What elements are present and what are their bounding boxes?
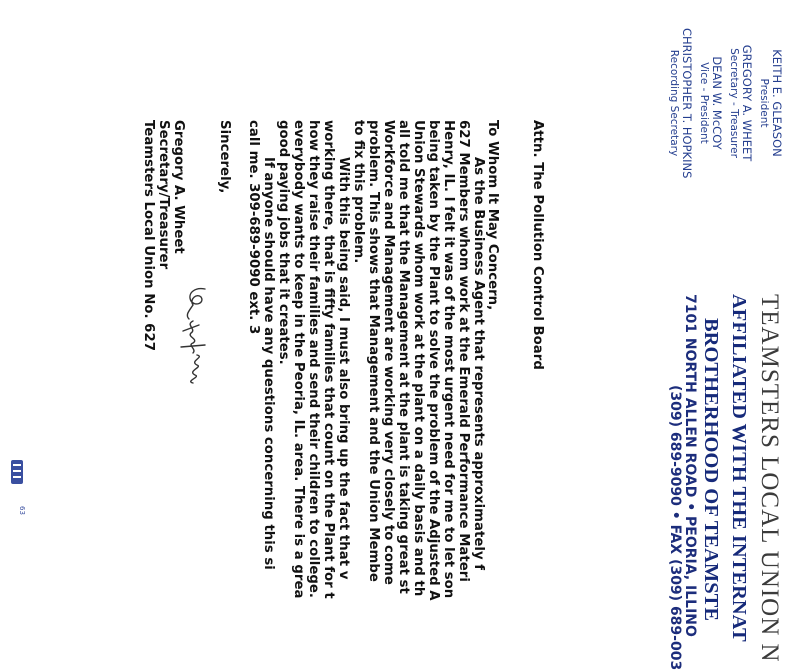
- body-line: good paying jobs that it creates.: [276, 120, 291, 365]
- closing: Sincerely,: [217, 120, 232, 194]
- attention-line: Attn. The Pollution Control Board: [530, 120, 545, 370]
- body-line: With this being said, I must also bring up the fact that v: [336, 157, 351, 580]
- letterhead-phone: (309) 689-9090 • FAX (309) 689-003: [667, 385, 683, 670]
- body-line: all told me that the Management at the plant is taking great st: [396, 120, 411, 594]
- body-line: If anyone should have any questions concerning this si: [261, 157, 276, 570]
- signer-organization: Teamsters Local Union No. 627: [141, 120, 156, 351]
- body-line: 627 Members whom work at the Emerald Performance Materi: [456, 120, 471, 582]
- signer-title: Secretary/Treasurer: [156, 120, 171, 270]
- body-line: As the Business Agent that represents approximately f: [471, 157, 486, 571]
- officer-role: President: [758, 78, 770, 128]
- officer-role: Secretary - Treasurer: [728, 48, 740, 158]
- letterhead-title: TEAMSTERS LOCAL UNION N: [756, 294, 783, 663]
- letterhead-affiliation: AFFILIATED WITH THE INTERNAT: [728, 294, 750, 642]
- officer-name: KEITH E. GLEASON: [770, 49, 784, 157]
- signature-image: [175, 285, 215, 385]
- body-line: problem. This shows that Management and the Union Membe: [366, 120, 381, 582]
- body-line: to fix this problem.: [351, 120, 366, 264]
- officer-role: Recording Secretary: [668, 49, 680, 157]
- body-line: Workforce and Management are working very closely to come: [381, 120, 396, 585]
- officer-role: Vice - President: [698, 62, 710, 144]
- body-line: everybody wants to keep in the Peoria, IL. area. There is a grea: [291, 120, 306, 599]
- body-line: working there, that is fifty families that count on the Plant for t: [321, 120, 336, 599]
- body-line: Henry, IL. I felt it was of the most urgent need for me to let son: [441, 120, 456, 599]
- letterhead-brotherhood: BROTHERHOOD OF TEAMSTE: [700, 318, 722, 621]
- body-line: call me. 309-689-9090 ext. 3: [246, 120, 261, 335]
- letterhead-address: 7101 NORTH ALLEN ROAD • PEORIA, ILLINO: [682, 294, 698, 637]
- signer-name: Gregory A. Wheet: [171, 120, 186, 254]
- print-mark: 63: [18, 506, 26, 515]
- body-line: being taken by the Plant to solve the problem of the Adjusted A: [426, 120, 441, 601]
- union-bug-icon: [8, 456, 30, 488]
- officer-name: CHRISTOPHER T. HOPKINS: [680, 28, 694, 179]
- officer-name: DEAN W. McCOY: [710, 56, 724, 150]
- salutation: To Whom It May Concern,: [485, 120, 500, 311]
- body-line: how they raise their families and send their children to college.: [306, 120, 321, 598]
- officer-name: GREGORY A. WHEET: [740, 44, 754, 162]
- body-line: Union Stewards whom work at the plant on a daily basis and th: [411, 120, 426, 597]
